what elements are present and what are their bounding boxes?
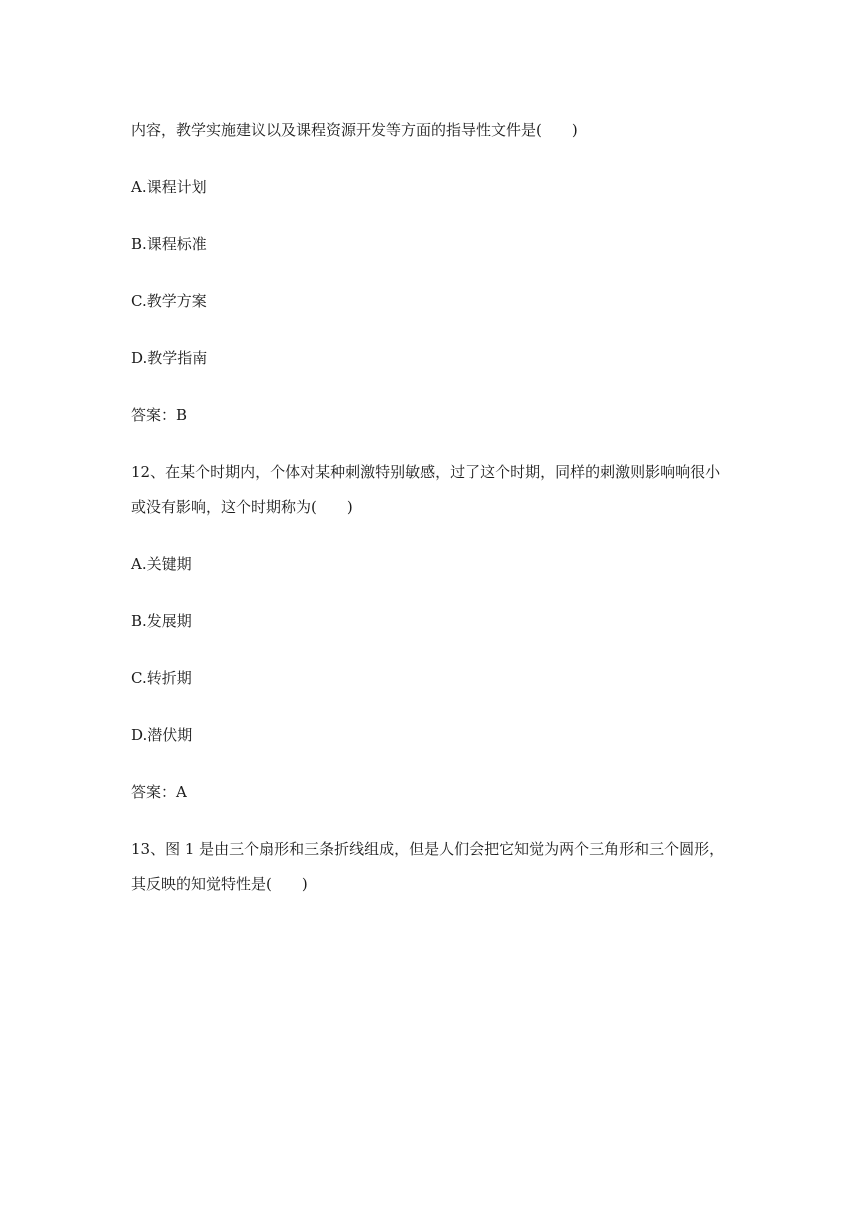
question-11-answer: 答案：B [131, 406, 188, 424]
question-11-option-d: D.教学指南 [131, 349, 208, 367]
question-11-option-b: B.课程标准 [131, 235, 207, 253]
question-11-option-a: A.课程计划 [131, 178, 207, 196]
question-12-option-b: B.发展期 [131, 612, 192, 630]
question-12-answer: 答案：A [131, 783, 187, 801]
question-12-option-a: A.关键期 [131, 555, 192, 573]
question-12-stem-line-2: 或没有影响，这个时期称为( ) [131, 498, 353, 516]
question-13-stem-line-2: 其反映的知觉特性是( ) [131, 875, 308, 893]
question-12-option-d: D.潜伏期 [131, 726, 193, 744]
question-13-stem-line-1: 13、图 1 是由三个扇形和三条折线组成，但是人们会把它知觉为两个三角形和三个圆形， [131, 840, 725, 858]
question-11-stem-continuation: 内容，教学实施建议以及课程资源开发等方面的指导性文件是( ) [131, 121, 578, 139]
question-12-option-c: C.转折期 [131, 669, 192, 687]
question-12-stem-line-1: 12、在某个时期内，个体对某种刺激特别敏感，过了这个时期，同样的刺激则影响响很小 [131, 463, 721, 481]
question-11-option-c: C.教学方案 [131, 292, 207, 310]
